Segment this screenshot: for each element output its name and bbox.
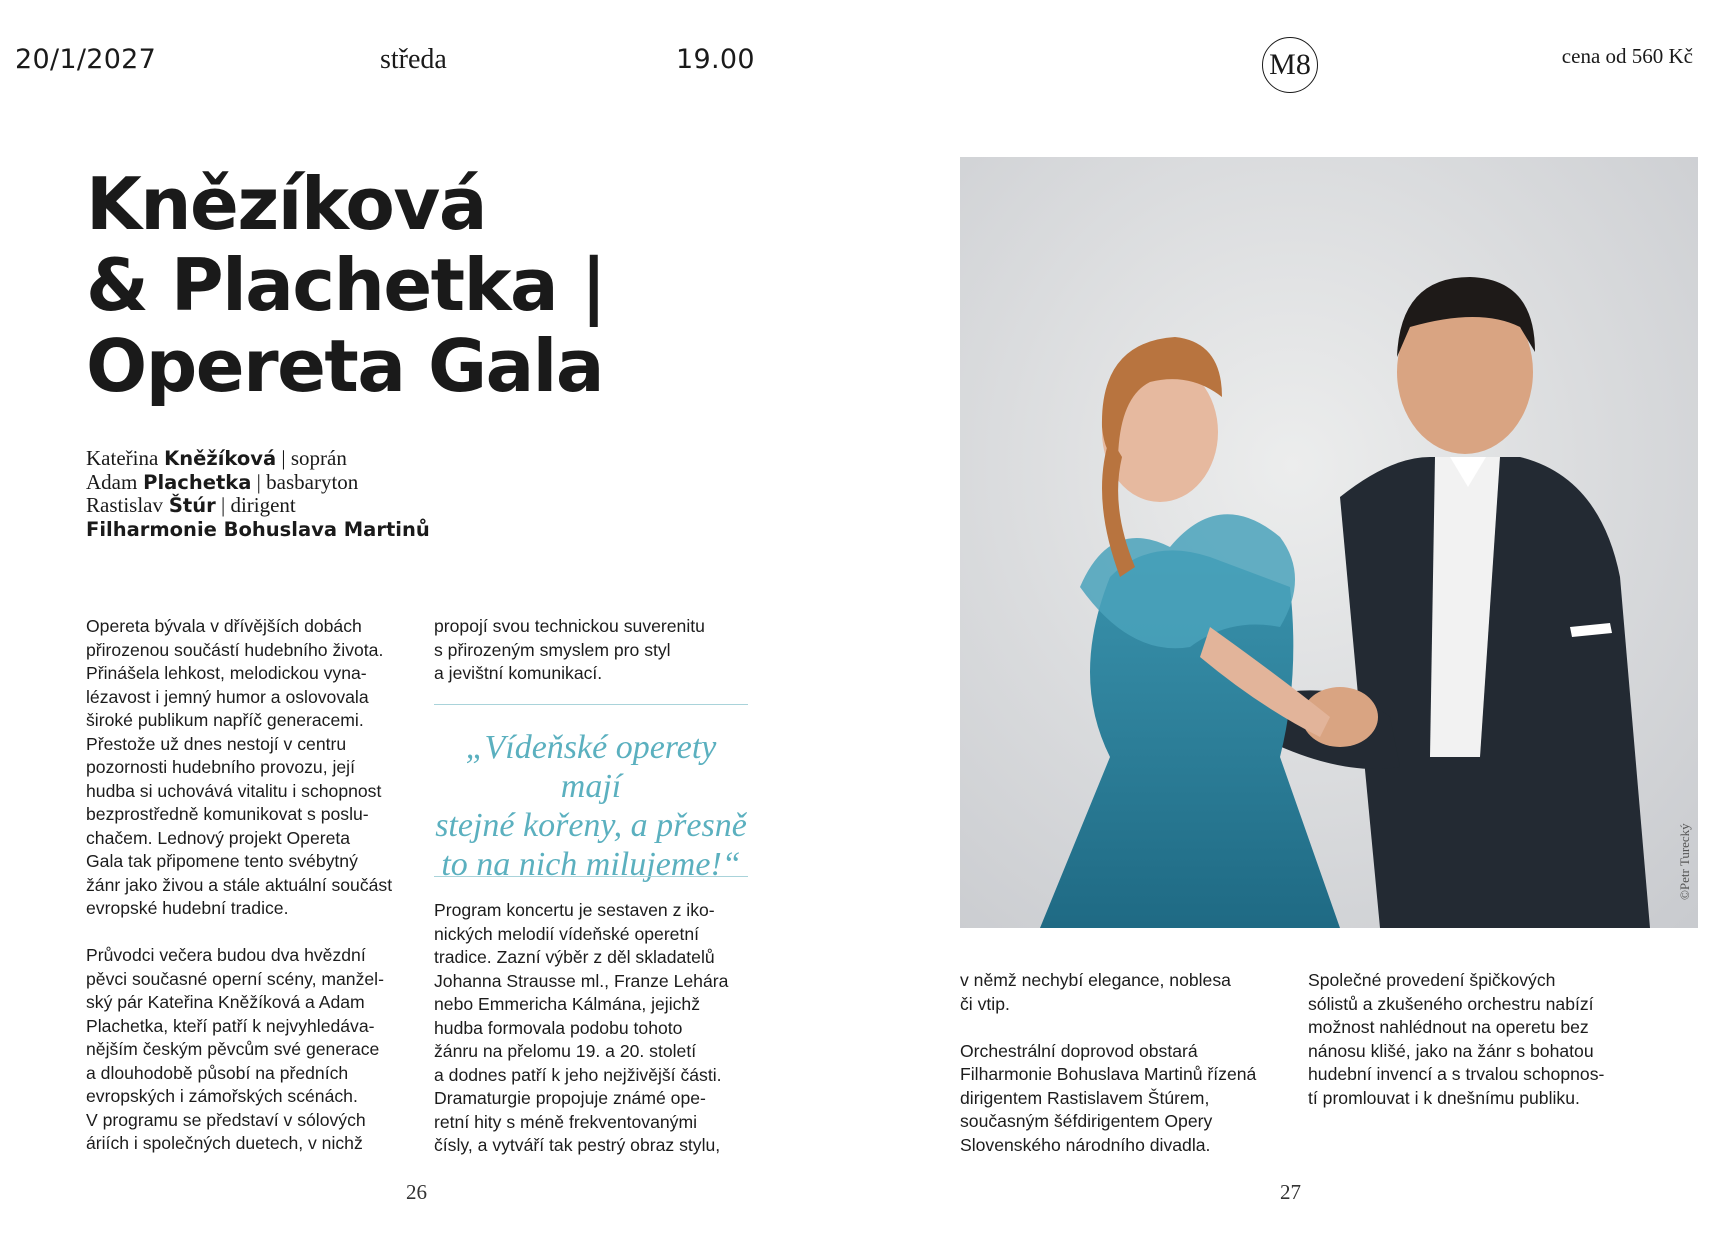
paragraph: v němž nechybí elegance, noblesa či vtip. bbox=[960, 970, 1231, 1014]
credit-last-name: Kněžíková bbox=[164, 447, 277, 470]
quote-divider-bottom bbox=[434, 876, 748, 877]
event-date: 20/1/2027 bbox=[15, 44, 157, 75]
credit-last-name: Plachetka bbox=[143, 470, 252, 494]
title-line-2: & Plachetka | bbox=[86, 243, 606, 327]
pull-quote: „Vídeňské operety mají stejné kořeny, a přesně to na nich milujeme!“ bbox=[435, 729, 747, 883]
paragraph: Program koncertu je sestaven z iko- nických melodií vídeňské operetní tradice. Zazní výběr z děl skladatelů Johanna Strausse ml., Franze Lehára nebo Emmericha Kálmána, jejichž hudba formovala podobu tohoto žánru na přelomu 19. a 20. století a dodnes patří k jeho nejživější části. Dramaturgie propojuje známé ope- retní hity s méně frekventovanými čísly, a vytváří tak pestrý obraz stylu, bbox=[434, 900, 729, 1155]
paragraph: Společné provedení špičkových sólistů a zkušeného orchestru nabízí možnost nahlédnout na operetu bez nánosu klišé, jako na žánr s bohatou hudební invencí a s trvalou schopnos- tí promlouvat i k dnešnímu publiku. bbox=[1308, 970, 1605, 1108]
performers-illustration bbox=[960, 157, 1698, 928]
credit-separator: | bbox=[215, 493, 231, 517]
venue-badge: M8 bbox=[1262, 37, 1318, 93]
paragraph: propojí svou technickou suverenitu s přirozeným smyslem pro styl a jevištní komunikací. bbox=[434, 616, 705, 683]
page-number-left: 26 bbox=[406, 1180, 427, 1204]
ticket-price: cena od 560 Kč bbox=[1561, 44, 1693, 68]
paragraph: Průvodci večera budou dva hvězdní pěvci současné operní scény, manžel- ský pár Kateřina Kněžíková a Adam Plachetka, kteří patří k nejvyhledáva- nějším českým pěvcům své generace a dlouhodobě působí na předních evropských i zámořských scénách. V programu se představí v sólových áriích i společných duetech, v nichž bbox=[86, 945, 384, 1153]
title-line-3: Opereta Gala bbox=[86, 324, 603, 408]
performers-photo bbox=[960, 157, 1698, 928]
credit-first-name: Kateřina bbox=[86, 446, 159, 470]
paragraph: Opereta bývala v dřívějších dobách přirozenou součástí hudebního života. Přinášela lehkost, melodickou vyna- lézavost i jemný humor a oslovovala široké publikum napříč generacemi. Přestože už dnes nestojí v centru pozornosti hudebního provozu, její hudba si uchovává vitalitu i schopnost bezprostředně komunikovat s poslu- chačem. Lednový projekt Opereta Gala tak připomene tento svébytný žánr jako živou a stále aktuální součást evropské hudební tradice. bbox=[86, 616, 393, 918]
credit-role: dirigent bbox=[230, 493, 296, 517]
event-weekday: středa bbox=[380, 44, 447, 75]
article-column-4 bbox=[1308, 969, 1628, 1110]
quote-divider-top bbox=[434, 704, 748, 705]
credit-first-name: Rastislav bbox=[86, 493, 163, 517]
title-line-1: Knězíková bbox=[86, 162, 486, 246]
performer-credits bbox=[86, 447, 430, 541]
article-column-2-bottom bbox=[434, 899, 754, 1158]
credit-role: basbaryton bbox=[266, 469, 359, 494]
article-column-1 bbox=[86, 615, 406, 1156]
credit-bassbaritone bbox=[86, 471, 430, 495]
article-column-2-top bbox=[434, 615, 754, 686]
page-number-right: 27 bbox=[1280, 1180, 1301, 1204]
credit-first-name: Adam bbox=[86, 469, 138, 494]
paragraph: Orchestrální doprovod obstará Filharmonie Bohuslava Martinů řízená dirigentem Rastislavem Štúrem, současným šéfdirigentem Opery Slovenského národního divadla. bbox=[960, 1040, 1257, 1155]
page-title bbox=[86, 164, 605, 407]
article-column-3 bbox=[960, 969, 1280, 1157]
event-time: 19.00 bbox=[676, 44, 755, 75]
credit-separator: | bbox=[276, 446, 291, 470]
photo-credit: ©Petr Turecký bbox=[1677, 823, 1692, 900]
credit-ensemble: Filharmonie Bohuslava Martinů bbox=[86, 517, 430, 541]
credit-separator: | bbox=[251, 469, 267, 494]
credit-soprano bbox=[86, 447, 430, 471]
credit-last-name: Štúr bbox=[168, 494, 216, 517]
credit-conductor bbox=[86, 494, 430, 518]
credit-role: soprán bbox=[290, 446, 347, 470]
